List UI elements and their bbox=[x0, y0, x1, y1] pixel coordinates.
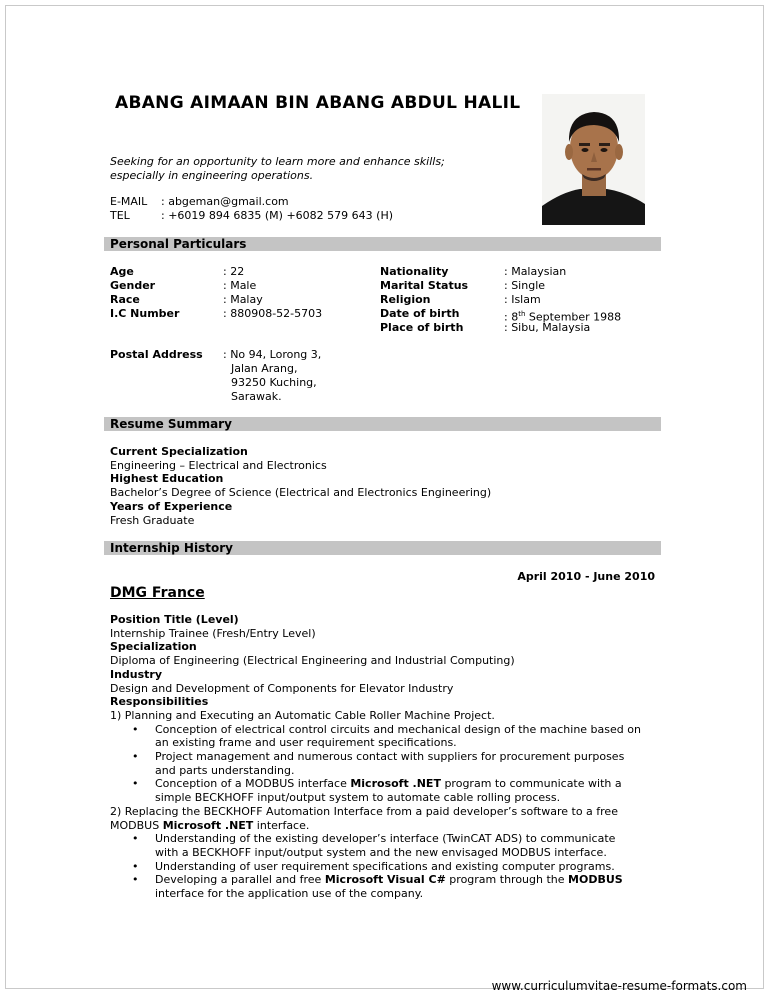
heading-text: MODBUS bbox=[110, 818, 163, 832]
dob-prefix: : 8 bbox=[504, 310, 519, 324]
field-label: Date of birth bbox=[380, 307, 460, 320]
field-label: Gender bbox=[110, 279, 156, 292]
bullet-text: Developing a parallel and free bbox=[155, 873, 325, 887]
section-header-internship: Internship History bbox=[104, 541, 661, 555]
internship-details bbox=[110, 613, 641, 901]
list-item bbox=[110, 750, 641, 764]
tel-value: : +6019 894 6835 (M) +6082 579 643 (H) bbox=[161, 209, 394, 222]
objective-line: Seeking for an opportunity to learn more and enhance skills; bbox=[110, 155, 445, 168]
internship-date-range: April 2010 - June 2010 bbox=[517, 570, 655, 583]
tel-label: TEL bbox=[110, 209, 130, 222]
bullet-text: Conception of electrical control circuits and mechanical design of the machine based on bbox=[155, 722, 641, 736]
bullet-text: program through the bbox=[445, 873, 569, 887]
summary-value: Engineering – Electrical and Electronics bbox=[110, 458, 327, 472]
field-label: Place of birth bbox=[380, 321, 464, 334]
portrait-image bbox=[542, 94, 645, 225]
company-name: DMG France bbox=[110, 585, 205, 601]
list-item bbox=[110, 832, 641, 846]
address-line: Sarawak. bbox=[231, 390, 282, 403]
dob-ordinal: th bbox=[518, 310, 526, 318]
summary-label: Years of Experience bbox=[110, 499, 233, 513]
footer-url[interactable]: www.curriculumvitae-resume-formats.com bbox=[491, 979, 747, 993]
field-value: : Sibu, Malaysia bbox=[504, 321, 591, 334]
list-item bbox=[110, 723, 641, 737]
objective-line: especially in engineering operations. bbox=[110, 169, 314, 182]
detail-label: Position Title (Level) bbox=[110, 613, 239, 626]
bullet-continuation: an existing frame and user requirement specifications. bbox=[155, 736, 457, 750]
field-label: Marital Status bbox=[380, 279, 469, 292]
career-objective bbox=[110, 155, 445, 183]
summary-label: Current Specialization bbox=[110, 445, 248, 458]
field-value: : 22 bbox=[223, 265, 245, 278]
field-value: : Male bbox=[223, 279, 257, 292]
field-value: : Islam bbox=[504, 293, 541, 306]
resume-summary bbox=[110, 445, 491, 527]
bullet-text-bold: Microsoft .NET bbox=[350, 777, 441, 791]
contact-info bbox=[110, 195, 393, 223]
personal-right-column bbox=[380, 265, 650, 339]
summary-value: Fresh Graduate bbox=[110, 513, 195, 527]
profile-photo bbox=[542, 94, 645, 225]
bullet-text: Understanding of the existing developer’s interface (TwinCAT ADS) to communicate bbox=[155, 832, 616, 846]
candidate-name: ABANG AIMAAN BIN ABANG ABDUL HALIL bbox=[115, 93, 521, 113]
dob-suffix: September 1988 bbox=[525, 310, 622, 324]
bullet-continuation: with a BECKHOFF input/output system and the new envisaged MODBUS interface. bbox=[155, 845, 607, 859]
detail-value: Internship Trainee (Fresh/Entry Level) bbox=[110, 626, 316, 640]
bullet-icon: • bbox=[132, 873, 139, 887]
list-item bbox=[110, 873, 641, 887]
email-label: E-MAIL bbox=[110, 195, 148, 208]
section-header-summary: Resume Summary bbox=[104, 417, 661, 431]
bullet-text: program to communicate with a bbox=[440, 777, 622, 791]
bullet-icon: • bbox=[132, 722, 139, 736]
bullet-icon: • bbox=[132, 832, 139, 846]
postal-address bbox=[110, 348, 410, 404]
list-item bbox=[110, 777, 641, 791]
bullet-icon: • bbox=[132, 750, 139, 764]
detail-label: Industry bbox=[110, 667, 163, 681]
field-value: : Malay bbox=[223, 293, 263, 306]
email-row bbox=[110, 195, 393, 209]
field-value: : 880908-52-5703 bbox=[223, 307, 323, 320]
field-value: : Single bbox=[504, 279, 546, 292]
detail-label: Specialization bbox=[110, 640, 197, 654]
address-line: 93250 Kuching, bbox=[231, 376, 317, 389]
summary-label: Highest Education bbox=[110, 472, 224, 486]
bullet-continuation: simple BECKHOFF input/output system to automate cable rolling process. bbox=[155, 791, 561, 805]
bullet-text: Understanding of user requirement specifications and existing computer programs. bbox=[155, 859, 615, 873]
field-label: Age bbox=[110, 265, 134, 278]
address-line: : No 94, Lorong 3, bbox=[223, 348, 322, 361]
bullet-icon: • bbox=[132, 777, 139, 791]
field-label: Religion bbox=[380, 293, 431, 306]
address-value bbox=[223, 348, 321, 404]
summary-value: Bachelor’s Degree of Science (Electrical and Electronics Engineering) bbox=[110, 486, 492, 500]
list-item bbox=[110, 860, 641, 874]
field-value: : Malaysian bbox=[504, 265, 567, 278]
heading-text-bold: Microsoft .NET bbox=[162, 818, 254, 832]
section-header-personal: Personal Particulars bbox=[104, 237, 661, 251]
bullet-icon: • bbox=[132, 859, 139, 873]
bullet-text-bold: Microsoft Visual C# bbox=[324, 873, 446, 887]
detail-value: Diploma of Engineering (Electrical Engineering and Industrial Computing) bbox=[110, 654, 515, 668]
heading-text: interface. bbox=[253, 818, 310, 832]
detail-label: Responsibilities bbox=[110, 695, 209, 709]
field-label: Postal Address bbox=[110, 348, 203, 361]
field-label: Nationality bbox=[380, 265, 449, 278]
bullet-continuation: interface for the application use of the company. bbox=[155, 887, 424, 901]
project-heading-continuation bbox=[110, 819, 641, 833]
project-heading: 2) Replacing the BECKHOFF Automation Interface from a paid developer’s software to a free bbox=[110, 804, 618, 818]
field-label: Race bbox=[110, 293, 140, 306]
personal-left-column bbox=[110, 265, 360, 325]
detail-value: Design and Development of Components for Elevator Industry bbox=[110, 681, 454, 695]
bullet-text: Project management and numerous contact with suppliers for procurement purposes bbox=[155, 750, 625, 764]
project-heading: 1) Planning and Executing an Automatic Cable Roller Machine Project. bbox=[110, 708, 495, 722]
bullet-text: Conception of a MODBUS interface bbox=[155, 777, 351, 791]
field-label: I.C Number bbox=[110, 307, 180, 320]
bullet-text-bold: MODBUS bbox=[568, 873, 623, 887]
address-line: Jalan Arang, bbox=[231, 362, 298, 375]
email-value: : abgeman@gmail.com bbox=[161, 195, 289, 208]
tel-row bbox=[110, 209, 393, 223]
bullet-continuation: and parts understanding. bbox=[155, 763, 295, 777]
